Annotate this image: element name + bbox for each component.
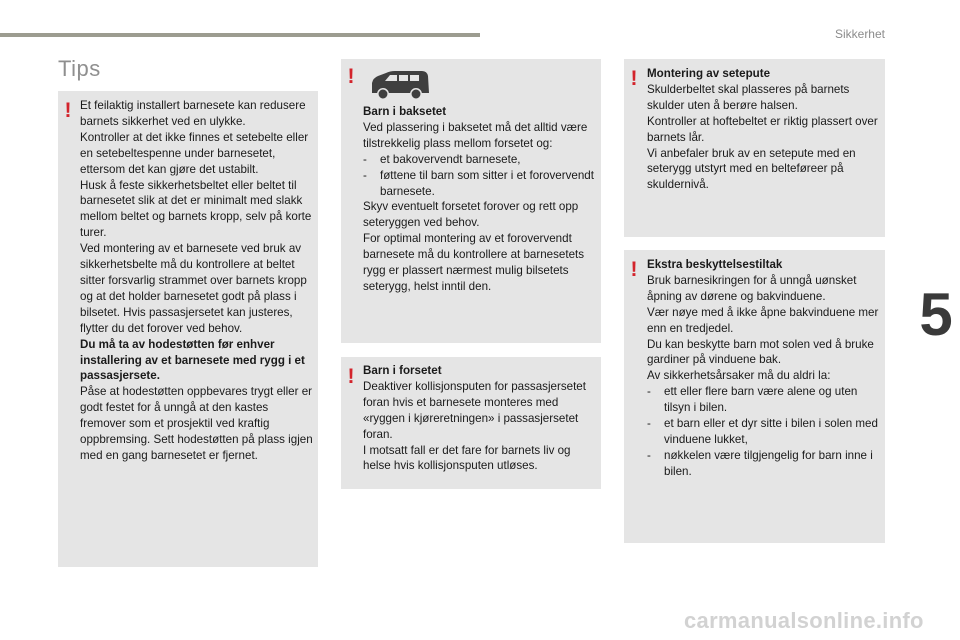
panel2-paragraph: Ved plassering i baksetet må det alltid være tilstrekkelig plass mellom forsetet og: <box>363 120 588 150</box>
list-item: - et barn eller et dyr sitte i bilen i solen med vinduene lukket, <box>647 417 878 446</box>
panel5-paragraph: Du kan beskytte barn mot solen ved å bruke gardiner på vinduene bak. <box>647 337 874 367</box>
list-item: - ett eller flere barn være alene og uten tilsyn i bilen. <box>647 385 858 415</box>
panel3-paragraph: Deaktiver kollisjonsputen for passasjersetet foran hvis et barnesete monteres med «ryggen i kjøreretningen» i passasjersetet foran. <box>363 379 586 441</box>
panel5-text <box>647 257 881 480</box>
panel4-text <box>647 66 879 193</box>
panel5-paragraph: Bruk barnesikringen for å unngå uønsket åpning av dørene og bakvinduene. <box>647 273 857 303</box>
panel4-paragraph: Vi anbefaler bruk av en setepute med en seterygg utstyrt med en belteføreer på skuldernivå. <box>647 146 856 192</box>
panel2-paragraph: Skyv eventuelt forsetet forover og rett opp seteryggen ved behov. <box>363 200 579 230</box>
warning-icon: ! <box>347 365 355 388</box>
panel4-title: Montering av setepute <box>647 67 771 80</box>
section-label: Sikkerhet <box>834 27 885 41</box>
warning-icon: ! <box>630 67 638 90</box>
header-rule <box>0 33 480 37</box>
car-icon <box>368 69 430 101</box>
panel1-paragraph: Et feilaktig installert barnesete kan redusere barnets sikkerhet ved en ulykke. <box>80 99 306 128</box>
watermark: carmanualsonline.info <box>684 608 924 633</box>
list-item: - et bakovervendt barnesete, <box>363 152 521 166</box>
list-item: - føttene til barn som sitter i et forovervendt barnesete. <box>363 168 594 198</box>
panel2-text <box>363 104 601 295</box>
panel1-paragraph: Husk å feste sikkerhetsbeltet eller beltet til barnesetet slik at det er minimalt med slakk mellom beltet og barnets kropp, selv på korte turer. <box>80 178 312 240</box>
panel5-title: Ekstra beskyttelsestiltak <box>647 258 783 271</box>
panel5-paragraph: Av sikkerhetsårsaker må du aldri la: <box>647 369 831 383</box>
panel1-paragraph: Påse at hodestøtten oppbevares trygt eller er godt festet for å unngå at den kastes fremover som et prosjektil ved kraftig oppbremsing. Sett hodestøtten på plass igjen med en gang barnesetet er fjernet. <box>80 385 313 462</box>
panel2-paragraph: For optimal montering av et forovervendt barnesete må du kontrollere at barnesetets rygg er plassert nærmest mulig bilsetets seterygg, helst inntil den. <box>363 232 585 293</box>
panel1-paragraph: Kontroller at det ikke finnes et setebelte eller en setebeltespenne under barnesetet, ettersom det kan gjøre det ustabilt. <box>80 130 309 176</box>
page-title: Tips <box>58 56 101 81</box>
panel3-paragraph: I motsatt fall er det fare for barnets liv og helse hvis kollisjonsputen utløses. <box>363 443 571 473</box>
panel5-paragraph: Vær nøye med å ikke åpne bakvinduene mer enn en tredjedel. <box>647 305 879 335</box>
panel3-title: Barn i forsetet <box>363 364 442 377</box>
panel1-paragraph: Ved montering av et barnesete ved bruk av sikkerhetsbelte må du kontrollere at beltet sitter forsvarlig strammet over barnets kropp og at det holder barnesetet godt på plass i bilsetet. Hvis passasjersetet kan justeres, flytter du det forover ved behov. <box>80 242 307 335</box>
list-item: - nøkkelen være tilgjengelig for barn inne i bilen. <box>647 448 873 478</box>
panel3-text <box>363 363 599 474</box>
panel2-title: Barn i baksetet <box>363 105 447 118</box>
panel1-bold-warning: Du må ta av hodestøtten før enhver installering av et barnesete med rygg i et passasjersete. <box>80 337 305 383</box>
panel4-paragraph: Kontroller at hoftebeltet er riktig plassert over barnets lår. <box>647 114 878 144</box>
warning-icon: ! <box>630 258 638 281</box>
warning-icon: ! <box>64 99 72 122</box>
panel4-paragraph: Skulderbeltet skal plasseres på barnets skulder uten å berøre halsen. <box>647 82 850 112</box>
chapter-number: 5 <box>919 280 953 348</box>
panel1-text <box>80 98 314 464</box>
warning-icon: ! <box>347 65 355 88</box>
